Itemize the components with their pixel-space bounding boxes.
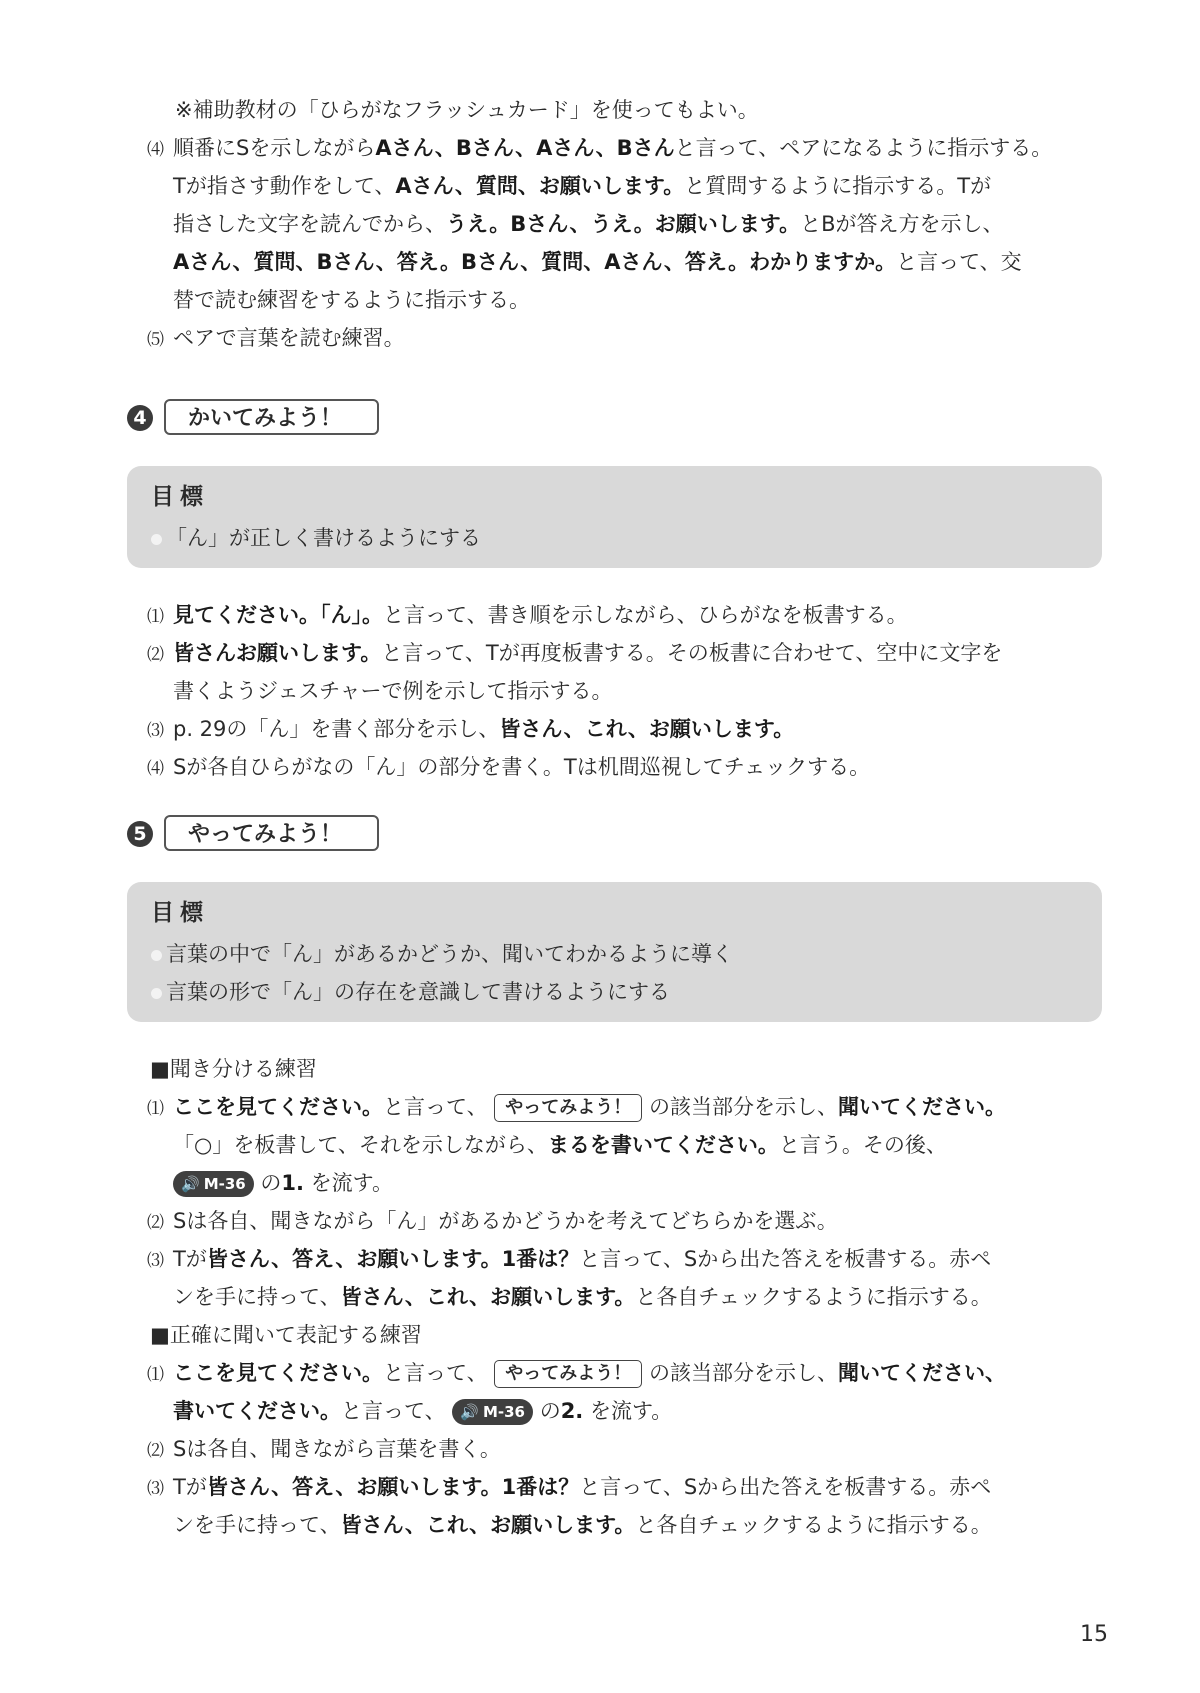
bullet-icon bbox=[151, 950, 162, 961]
item-4-line-4: Aさん、質問、Bさん、答え。Bさん、質問、Aさん、答え。わかりますか。と言って、交 bbox=[173, 250, 1022, 274]
s5-a-item-1: ⑴ ここを見てください。と言って、 やってみよう！ の該当部分を示し、聞いてください。 bbox=[147, 1089, 1006, 1127]
audio-track-badge: 🔊 M-36 bbox=[452, 1399, 533, 1425]
section-number-badge: 4 bbox=[127, 405, 153, 431]
page-number: 15 bbox=[1080, 1622, 1108, 1647]
yattemiyou-tag: やってみよう！ bbox=[494, 1094, 642, 1122]
goal-item: 言葉の中で「ん」があるかどうか、聞いてわかるように導く bbox=[151, 938, 733, 968]
note-line: ※補助教材の「ひらがなフラッシュカード」を使ってもよい。 bbox=[175, 98, 759, 122]
goal-box-5 bbox=[127, 882, 1102, 1022]
speaker-icon: 🔊 bbox=[460, 1403, 479, 1421]
item-4-line-5: 替で読む練習をするように指示する。 bbox=[173, 288, 530, 312]
subheading-listening: ■聞き分ける練習 bbox=[150, 1057, 317, 1081]
s5-b-item-2: ⑵ Sは各自、聞きながら言葉を書く。 bbox=[147, 1437, 501, 1461]
s4-item-1: ⑴ 見てください。「ん」。と言って、書き順を示しながら、ひらがなを板書する。 bbox=[147, 603, 908, 627]
s5-a-item-1-line-3: 🔊 M-36 の1. を流す。 bbox=[173, 1165, 393, 1201]
item-5-line: ⑸ ペアで言葉を読む練習。 bbox=[147, 326, 405, 350]
s4-item-4: ⑷ Sが各自ひらがなの「ん」の部分を書く。Tは机間巡視してチェックする。 bbox=[147, 755, 871, 779]
goal-label: 目標 bbox=[151, 900, 209, 926]
item-4-line-3: 指さした文字を読んでから、うえ。Bさん、うえ。お願いします。とBが答え方を示し、 bbox=[173, 212, 1004, 236]
s5-a-item-2: ⑵ Sは各自、聞きながら「ん」があるかどうかを考えてどちらかを選ぶ。 bbox=[147, 1209, 838, 1233]
yattemiyou-tag: やってみよう！ bbox=[494, 1360, 642, 1388]
s5-a-item-3-line-2: ンを手に持って、皆さん、これ、お願いします。と各自チェックするように指示する。 bbox=[173, 1285, 992, 1309]
section-title: やってみよう！ bbox=[164, 815, 379, 851]
goal-label: 目標 bbox=[151, 484, 209, 510]
s5-b-item-1-line-2: 書いてください。と言って、 🔊 M-36 の2. を流す。 bbox=[173, 1393, 672, 1429]
s5-b-item-3-line-2: ンを手に持って、皆さん、これ、お願いします。と各自チェックするように指示する。 bbox=[173, 1513, 992, 1537]
s5-b-item-1: ⑴ ここを見てください。と言って、 やってみよう！ の該当部分を示し、聞いてください、 bbox=[147, 1355, 1006, 1393]
subheading-dictation: ■正確に聞いて表記する練習 bbox=[150, 1323, 422, 1347]
goal-item: 言葉の形で「ん」の存在を意識して書けるようにする bbox=[151, 976, 670, 1006]
speaker-icon: 🔊 bbox=[181, 1175, 200, 1193]
bullet-icon bbox=[151, 534, 162, 545]
goal-item: 「ん」が正しく書けるようにする bbox=[151, 522, 481, 552]
s4-item-2-line-2: 書くようジェスチャーで例を示して指示する。 bbox=[173, 679, 613, 703]
audio-track-badge: 🔊 M-36 bbox=[173, 1171, 254, 1197]
s4-item-3: ⑶ p. 29の「ん」を書く部分を示し、皆さん、これ、お願いします。 bbox=[147, 717, 795, 741]
goal-box-4 bbox=[127, 466, 1102, 568]
item-4-line-2: Tが指さす動作をして、Aさん、質問、お願いします。と質問するように指示する。Tが bbox=[173, 174, 992, 198]
s4-item-2: ⑵ 皆さんお願いします。と言って、Tが再度板書する。その板書に合わせて、空中に文字を bbox=[147, 641, 1003, 665]
s5-a-item-3: ⑶ Tが皆さん、答え、お願いします。1番は？と言って、Sから出た答えを板書する。赤ペ bbox=[147, 1247, 992, 1271]
s5-a-item-1-line-2: 「○」を板書して、それを示しながら、まるを書いてください。と言う。その後、 bbox=[173, 1133, 947, 1157]
section-number-badge: 5 bbox=[127, 821, 153, 847]
section-title: かいてみよう！ bbox=[164, 399, 379, 435]
bullet-icon bbox=[151, 988, 162, 999]
s5-b-item-3: ⑶ Tが皆さん、答え、お願いします。1番は？と言って、Sから出た答えを板書する。赤ペ bbox=[147, 1475, 992, 1499]
item-4-line-1: ⑷ 順番にSを示しながらAさん、Bさん、Aさん、Bさんと言って、ペアになるように指示する。 bbox=[147, 136, 1053, 160]
